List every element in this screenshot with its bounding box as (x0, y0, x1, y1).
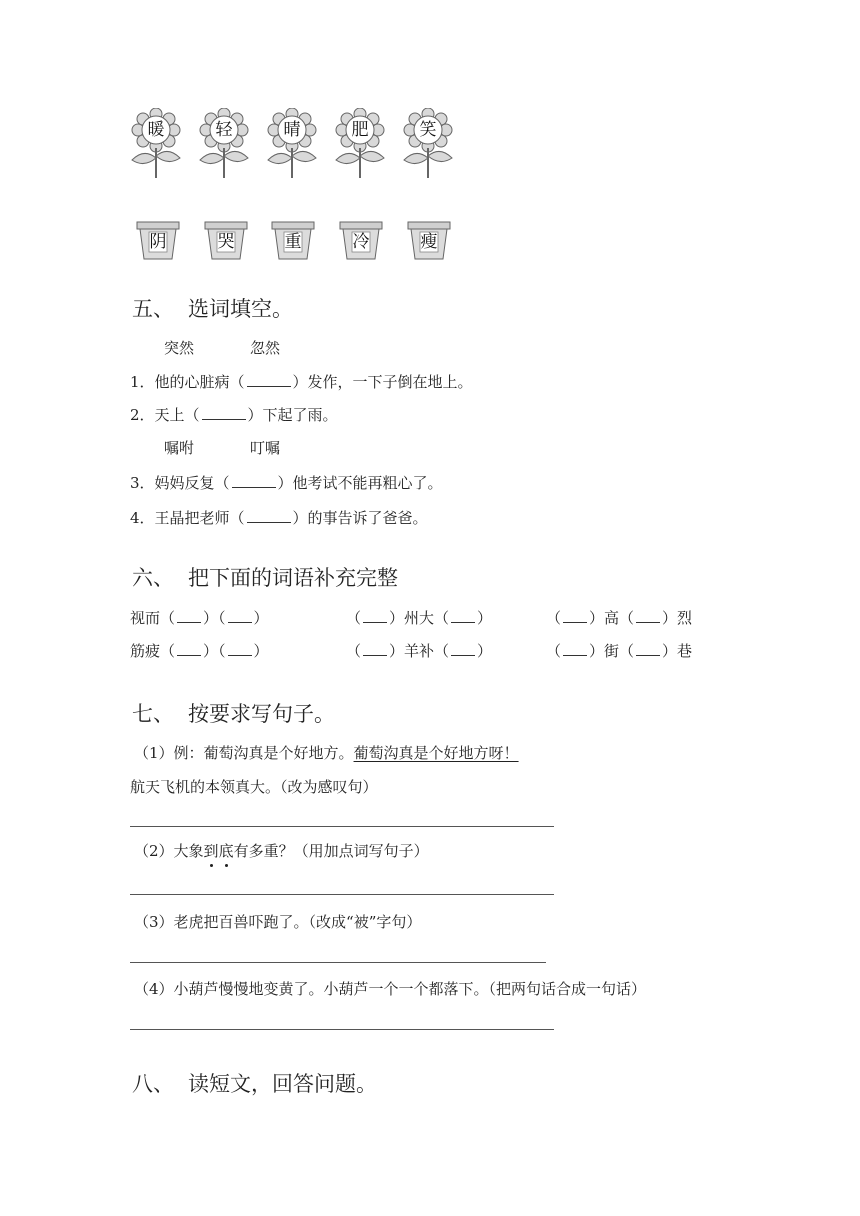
answer-blank[interactable] (202, 406, 246, 420)
word-option: 忽然 (250, 339, 281, 357)
flower-card[interactable] (194, 108, 254, 208)
question-text: ）他考试不能再粗心了。 (277, 474, 443, 492)
flower-card[interactable] (126, 108, 186, 208)
fill-question (130, 508, 428, 528)
emphasis-dot-char: 底 (218, 842, 234, 860)
question-text: （2）大象 (134, 842, 204, 860)
emphasis-dot-char: 到 (203, 842, 219, 860)
idiom-text: 视而（ (130, 609, 176, 627)
pot-character: 重 (284, 232, 302, 252)
word-option: 突然 (164, 339, 195, 357)
answer-line[interactable] (130, 962, 546, 963)
idiom-text: ）（ (203, 642, 226, 660)
section-title: 选词填空。 (188, 297, 293, 321)
flower-icon (126, 108, 186, 180)
pot-card[interactable] (136, 221, 180, 261)
answer-blank[interactable] (563, 642, 587, 656)
idiom-text: ） (477, 642, 493, 660)
idiom-text: ）烈 (662, 609, 693, 627)
idiom-text: （ (546, 609, 562, 627)
question-text: 2．天上（ (130, 406, 200, 424)
answer-blank[interactable] (636, 609, 660, 623)
section-6-heading (132, 565, 398, 591)
rewrite-question (134, 841, 429, 861)
pot-character: 哭 (217, 232, 235, 252)
idiom-item (546, 608, 692, 628)
word-choice-pair (164, 338, 280, 358)
pot-card[interactable] (339, 221, 383, 261)
idiom-text: ） (253, 642, 269, 660)
answer-blank[interactable] (363, 642, 387, 656)
flower-character: 轻 (215, 120, 233, 140)
flower-card[interactable] (398, 108, 458, 208)
question-text: 有多重？（用加点词写句子） (233, 842, 429, 860)
question-text: ）的事告诉了爸爸。 (292, 509, 428, 527)
flower-card[interactable] (262, 108, 322, 208)
section-8-heading (132, 1071, 377, 1097)
question-text: ）下起了雨。 (247, 406, 338, 424)
idiom-item (130, 641, 269, 661)
idiom-text: ）巷 (662, 642, 693, 660)
answer-line[interactable] (130, 1029, 554, 1030)
idiom-text: 筋疲（ (130, 642, 176, 660)
answer-line[interactable] (130, 826, 554, 827)
answer-blank[interactable] (451, 609, 475, 623)
example-answer: 葡萄沟真是个好地方呀！ (353, 744, 519, 762)
idiom-text: ）（ (203, 609, 226, 627)
idiom-text: （ (546, 642, 562, 660)
answer-blank[interactable] (247, 373, 291, 387)
pot-character: 阴 (149, 232, 167, 252)
idiom-item (546, 641, 692, 661)
section-5-heading (132, 296, 293, 322)
idiom-item (130, 608, 269, 628)
pot-card[interactable] (407, 221, 451, 261)
idiom-text: （ (346, 642, 362, 660)
flower-character: 肥 (351, 120, 369, 140)
section-title: 把下面的词语补充完整 (188, 566, 398, 590)
section-title: 按要求写句子。 (188, 702, 335, 726)
rewrite-question (130, 777, 378, 797)
flower-character: 晴 (283, 120, 301, 140)
pot-card[interactable] (271, 221, 315, 261)
word-option: 嘱咐 (164, 439, 195, 457)
idiom-text: ）高（ (589, 609, 635, 627)
idiom-item (346, 608, 492, 628)
idiom-text: ）羊补（ (389, 642, 450, 660)
pot-character: 冷 (352, 232, 370, 252)
answer-blank[interactable] (636, 642, 660, 656)
fill-question (130, 372, 473, 392)
section-number: 八、 (132, 1072, 174, 1096)
rewrite-question (134, 979, 646, 999)
fill-question (130, 473, 443, 493)
question-text: 1．他的心脏病（ (130, 373, 245, 391)
answer-blank[interactable] (177, 642, 201, 656)
idiom-text: ）街（ (589, 642, 635, 660)
pot-card[interactable] (204, 221, 248, 261)
flower-icon (398, 108, 458, 180)
question-text: 航天飞机的本领真大。（改为感叹句） (130, 778, 378, 796)
idiom-text: ） (477, 609, 493, 627)
section-title: 读短文，回答问题。 (188, 1072, 377, 1096)
idiom-text: （ (346, 609, 362, 627)
answer-blank[interactable] (228, 609, 252, 623)
question-text: 4．王晶把老师（ (130, 509, 245, 527)
answer-blank[interactable] (563, 609, 587, 623)
flower-card[interactable] (330, 108, 390, 208)
answer-line[interactable] (130, 894, 554, 895)
answer-blank[interactable] (451, 642, 475, 656)
flower-icon (330, 108, 390, 180)
fill-question (130, 405, 338, 425)
example-sentence (134, 743, 519, 763)
answer-blank[interactable] (228, 642, 252, 656)
answer-blank[interactable] (363, 609, 387, 623)
question-text: （3）老虎把百兽吓跑了。（改成“被”字句） (134, 913, 422, 931)
question-text: （4）小葫芦慢慢地变黄了。小葫芦一个一个都落下。（把两句话合成一句话） (134, 980, 647, 998)
idiom-text: ） (253, 609, 269, 627)
question-text: ）发作，一下子倒在地上。 (292, 373, 473, 391)
flower-icon (262, 108, 322, 180)
question-text: 3．妈妈反复（ (130, 474, 230, 492)
word-option: 叮嘱 (250, 439, 281, 457)
rewrite-question (134, 912, 421, 932)
flower-character: 暖 (147, 120, 165, 140)
section-7-heading (132, 701, 335, 727)
flower-character: 笑 (419, 120, 437, 140)
word-choice-pair (164, 438, 280, 458)
pot-character: 瘦 (420, 232, 438, 252)
answer-blank[interactable] (247, 509, 291, 523)
section-number: 六、 (132, 566, 174, 590)
idiom-item (346, 641, 492, 661)
flower-icon (194, 108, 254, 180)
section-number: 五、 (132, 297, 174, 321)
idiom-text: ）州大（ (389, 609, 450, 627)
section-number: 七、 (132, 702, 174, 726)
answer-blank[interactable] (232, 474, 276, 488)
example-prompt: （1）例：葡萄沟真是个好地方。 (134, 744, 354, 762)
answer-blank[interactable] (177, 609, 201, 623)
